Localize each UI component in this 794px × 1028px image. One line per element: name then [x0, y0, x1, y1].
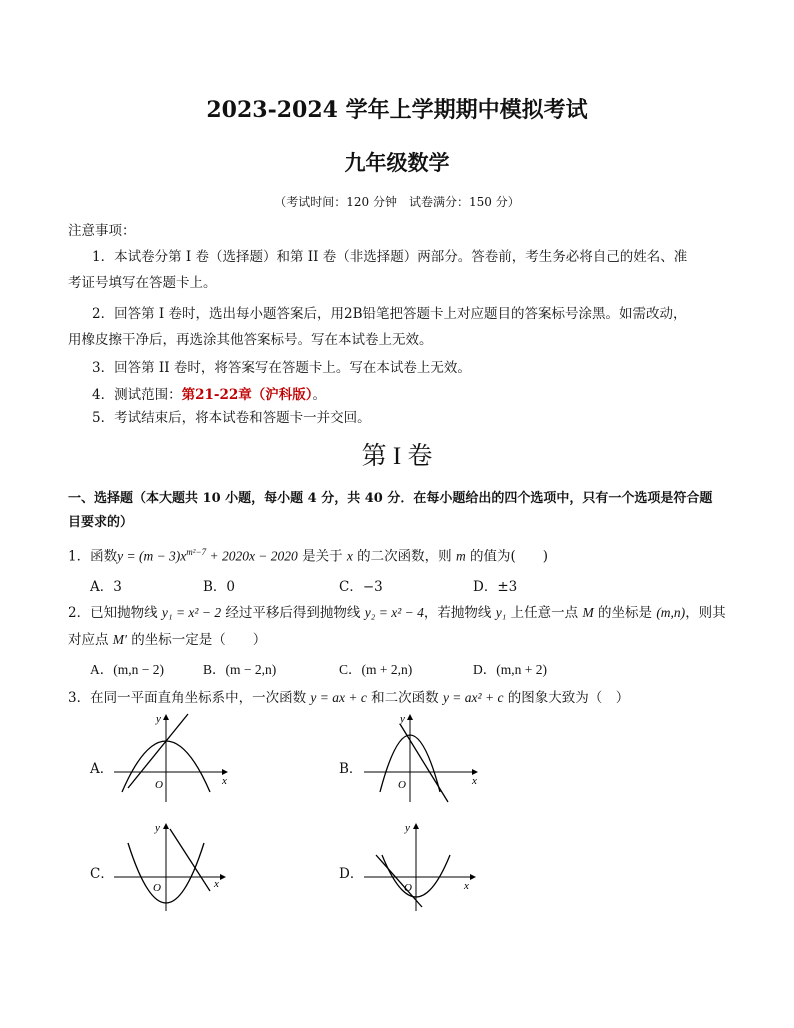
- q3-option-b[interactable]: B．: [339, 761, 363, 777]
- q2-option-d[interactable]: D．(m,n + 2): [473, 662, 547, 677]
- q2-option-a[interactable]: A．(m,n − 2): [90, 662, 164, 677]
- graph-d-origin: O: [404, 882, 412, 894]
- graph-c-x-label: x: [214, 878, 219, 890]
- q2-text-b: 经过平移后得到抛物线: [221, 605, 365, 621]
- graph-a-origin: O: [155, 779, 163, 791]
- test-range: 第21-22章（沪科版）: [181, 387, 313, 403]
- q3-formula-1: y = ax + c: [310, 690, 367, 705]
- exam-title: 2023-2024 学年上学期期中模拟考试: [206, 97, 588, 123]
- q1-prefix: 1．函数: [68, 548, 118, 565]
- notice-heading: 注意事项：: [68, 223, 136, 239]
- notice-item-4-prefix: 4．测试范围：: [92, 387, 182, 403]
- section-title: 第 I 卷: [361, 443, 433, 470]
- question-3: [68, 686, 629, 710]
- part1-heading-line1: 一、选择题（本大题共 10 小题，每小题 4 分，共 40 分．在每小题给出的四个选项中，只有一个选项是符合题: [68, 491, 713, 506]
- q3-option-d[interactable]: D．: [339, 866, 364, 882]
- q2-text-f: ，则其: [685, 605, 726, 621]
- q1-exponent: m²−7: [186, 547, 207, 557]
- q2-text-d: 上任意一点: [506, 605, 583, 621]
- q2-text-a: 2．已知抛物线: [68, 605, 162, 621]
- subject-title: 九年级数学: [344, 150, 450, 175]
- graph-a-y-label: y: [156, 713, 161, 725]
- q2-text-e: 的坐标是: [593, 605, 657, 621]
- question-1: [68, 540, 548, 569]
- graph-b-y-label: y: [400, 713, 405, 725]
- q1-option-b[interactable]: B．0: [203, 579, 236, 595]
- q2-formula-5: (m,n): [656, 605, 686, 620]
- graph-b-origin: O: [398, 779, 406, 791]
- q2-text-h: 的坐标一定是（ ）: [127, 632, 267, 648]
- graph-c-y-label: y: [155, 822, 160, 834]
- notice-item-4-suffix: 。: [312, 387, 327, 403]
- graph-d-x-label: x: [464, 880, 469, 892]
- q2-formula-4: M: [582, 605, 594, 620]
- graph-d[interactable]: [360, 815, 480, 915]
- graph-b-x-label: x: [472, 775, 477, 787]
- q2-option-b[interactable]: B．(m − 2,n): [203, 662, 277, 677]
- graph-c[interactable]: [110, 815, 230, 915]
- graph-b[interactable]: [360, 710, 480, 805]
- q2-formula-3: y₁: [495, 605, 507, 620]
- q2-formula-2: y₂ = x² − 4: [364, 605, 424, 620]
- notice-item-1-line1: 1．本试卷分第 I 卷（选择题）和第 II 卷（非选择题）两部分。答卷前，考生务必将自己的姓名、准: [92, 249, 688, 265]
- q3-option-c[interactable]: C．: [90, 866, 114, 882]
- q3-text-c: 的图象大致为（ ）: [503, 690, 630, 706]
- q1-suffix: 的值为( ): [465, 548, 549, 565]
- notice-item-3: 3．回答第 II 卷时，将答案写在答题卡上。写在本试卷上无效。: [92, 360, 471, 376]
- q1-option-d[interactable]: D．±3: [473, 579, 518, 595]
- question-2-line1: [68, 601, 726, 625]
- q2-option-c[interactable]: C．(m + 2,n): [339, 662, 413, 677]
- question-2-line2: [68, 628, 266, 652]
- notice-item-5: 5．考试结束后，将本试卷和答题卡一并交回。: [92, 410, 371, 426]
- q3-text-a: 3．在同一平面直角坐标系中，一次函数: [68, 690, 311, 706]
- q2-formula-6: M′: [112, 632, 127, 647]
- part1-heading-line2: 目要求的）: [68, 515, 134, 530]
- graph-a[interactable]: [110, 710, 230, 805]
- exam-info: （考试时间：120 分钟 试卷满分：150 分）: [274, 195, 520, 209]
- graph-d-y-label: y: [405, 822, 410, 834]
- graph-a-x-label: x: [222, 775, 227, 787]
- q1-option-c[interactable]: C．−3: [339, 579, 383, 595]
- notice-item-2-line1: 2．回答第 I 卷时，选出每小题答案后，用2B铅笔把答题卡上对应题目的答案标号涂黑。如需改动，: [92, 306, 687, 322]
- q3-text-b: 和二次函数: [366, 690, 443, 706]
- notice-item-4: [92, 383, 326, 407]
- q1-formula: y = (m − 3)x: [117, 548, 187, 564]
- q3-formula-2: y = ax² + c: [442, 690, 504, 705]
- q2-text-c: ，若抛物线: [423, 605, 496, 621]
- q1-formula-tail: + 2020x − 2020: [206, 548, 298, 564]
- q2-text-g: 对应点: [68, 632, 113, 648]
- q3-option-a[interactable]: A．: [90, 761, 114, 777]
- graph-c-origin: O: [153, 882, 161, 894]
- q2-formula-1: y₁ = x² − 2: [161, 605, 222, 620]
- q1-var-m: m: [455, 548, 466, 564]
- q1-var-x: x: [346, 548, 353, 564]
- notice-item-2-line2: 用橡皮擦干净后，再选涂其他答案标号。写在本试卷上无效。: [68, 332, 433, 348]
- q1-middle: 是关于: [297, 548, 347, 565]
- q1-middle2: 的二次函数，则: [352, 548, 456, 565]
- q1-option-a[interactable]: A．3: [90, 579, 122, 595]
- notice-item-1-line2: 考证号填写在答题卡上。: [68, 275, 217, 291]
